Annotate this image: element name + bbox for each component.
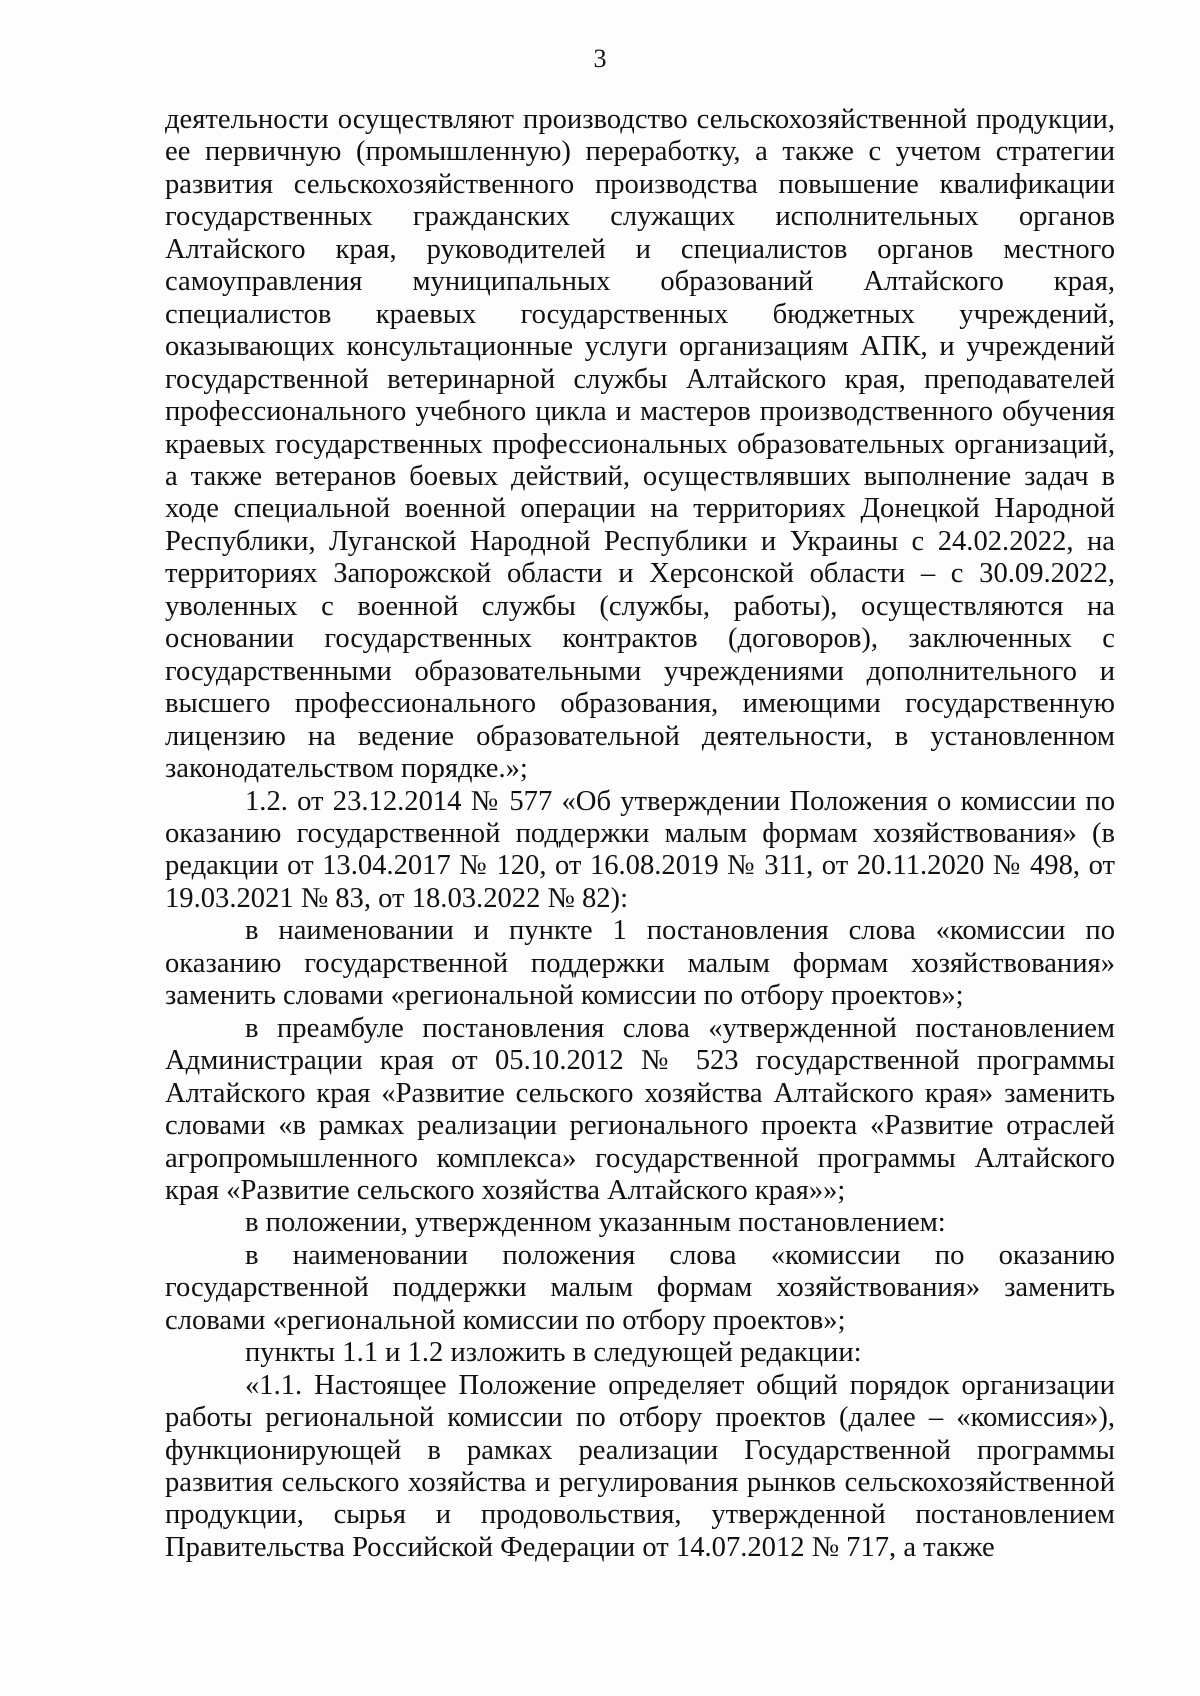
paragraph-regulation-title-change: в наименовании положения слова «комиссии по оказанию государственной поддержки малым формам хозяйствования» заменить словами «региональной комиссии по отбору проектов»; xyxy=(165,1239,1115,1336)
paragraph-item-1-2: 1.2. от 23.12.2014 № 577 «Об утверждении Положения о комиссии по оказанию государственной поддержки малым формам хозяйствования» (в редакции от 13.04.2017 № 120, от 16.08.2019 № 311, от 20.11.2020 № 498, от 19.03.2021 № 83, от 18.03.2022 № 82): xyxy=(165,785,1115,914)
page-number: 3 xyxy=(593,44,607,73)
paragraph-regulation-intro: в положении, утвержденном указанным постановлением: xyxy=(245,1207,946,1239)
paragraph-point-1-1: «1.1. Настоящее Положение определяет общий порядок организации работы региональной комиссии по отбору проектов (далее – «комиссия»), функционирующей в рамках реализации Государственной программы развития сельского хозяйства и регулирования рынков сельскохозяйственной продукции, сырья и продовольствия, утвержденной постановлением Правительства Российской Федерации от 14.07.2012 № 717, а также xyxy=(165,1369,1115,1563)
paragraph-preamble-change: в преамбуле постановления слова «утвержденной постановлением Администрации края от 05.10.2012 № 523 государственной программы Алтайского края «Развитие сельского хозяйства Алтайского края» заменить словами «в рамках реализации регионального проекта «Развитие отраслей агропромышленного комплекса» государственной программы Алтайского края «Развитие сельского хозяйства Алтайского края»»; xyxy=(165,1012,1115,1206)
document-body xyxy=(165,104,1115,1564)
paragraph-continuation: деятельности осуществляют производство сельскохозяйственной продукции, ее первичную (промышленную) переработку, а также с учетом стратегии развития сельскохозяйственного производства повышение квалификации государственных гражданских служащих исполнительных органов Алтайского края, руководителей и специалистов органов местного самоуправления муниципальных образований Алтайского края, специалистов краевых государственных бюджетных учреждений, оказывающих консультационные услуги организациям АПК, и учреждений государственной ветеринарной службы Алтайского края, преподавателей профессионального учебного цикла и мастеров производственного обучения краевых государственных профессиональных образовательных организаций, а также ветеранов боевых действий, осуществлявших выполнение задач в ходе специальной военной операции на территориях Донецкой Народной Республики, Луганской Народной Республики и Украины с 24.02.2022, на территориях Запорожской области и Херсонской области – с 30.09.2022, уволенных с военной службы (службы, работы), осуществляются на основании государственных контрактов (договоров), заключенных с государственными образовательными учреждениями дополнительного и высшего профессионального образования, имеющими государственную лицензию на ведение образовательной деятельности, в установленном законодательством порядке.»; xyxy=(165,104,1115,785)
paragraph-points-intro: пункты 1.1 и 1.2 изложить в следующей редакции: xyxy=(245,1337,862,1369)
paragraph-title-change: в наименовании и пункте 1 постановления слова «комиссии по оказанию государственной поддержки малым формам хозяйствования» заменить словами «региональной комиссии по отбору проектов»; xyxy=(165,915,1115,1012)
